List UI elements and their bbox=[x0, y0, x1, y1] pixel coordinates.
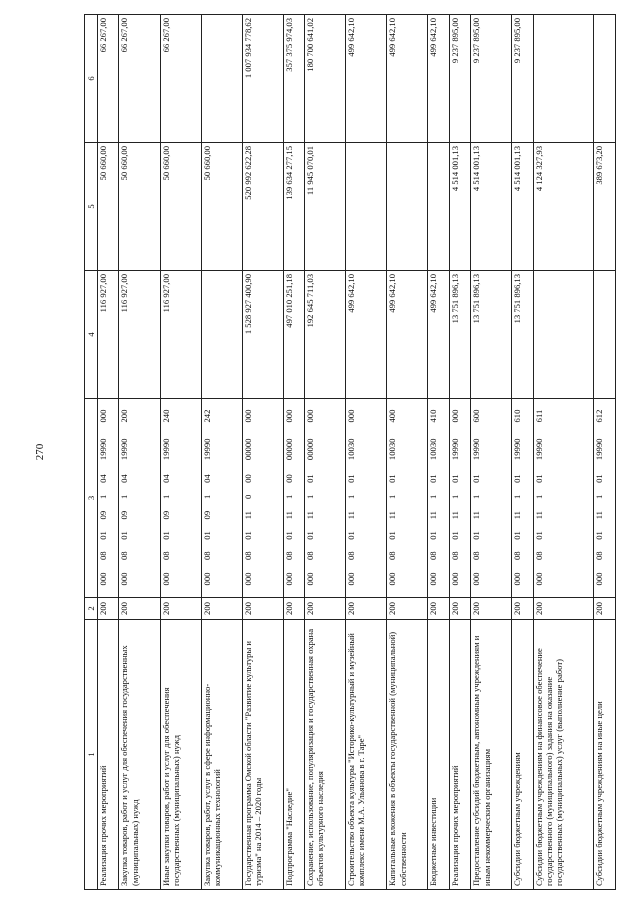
code-segment: 01 bbox=[428, 474, 439, 483]
row-col2: 200 bbox=[98, 598, 119, 620]
row-col2: 200 bbox=[533, 598, 594, 620]
code-segment: 01 bbox=[449, 474, 460, 483]
row-amount-c6: 499 642,10 bbox=[387, 15, 428, 143]
code-segment: 400 bbox=[387, 409, 398, 423]
code-segment: 19990 bbox=[512, 438, 523, 461]
row-amount-c5: 520 992 622,28 bbox=[242, 143, 283, 271]
row-name: Реализация прочих мероприятий bbox=[98, 620, 119, 890]
code-segment: 08 bbox=[346, 551, 357, 561]
code-segment: 000 bbox=[594, 572, 605, 586]
code-segment: 04 bbox=[160, 474, 171, 483]
column-header: 3 bbox=[85, 399, 98, 598]
code-segment: 01 bbox=[512, 474, 523, 483]
row-classification-code bbox=[449, 399, 470, 598]
code-segment: 01 bbox=[346, 474, 357, 483]
row-classification-code bbox=[428, 399, 449, 598]
code-segment: 00000 bbox=[283, 438, 294, 461]
row-amount-c5: 4 514 001,13 bbox=[449, 143, 470, 271]
row-amount-c5: 50 660,00 bbox=[160, 143, 201, 271]
table-row bbox=[533, 15, 594, 890]
row-amount-c6: 180 700 641,02 bbox=[305, 15, 346, 143]
code-segment: 11 bbox=[346, 511, 357, 520]
code-segment: 1 bbox=[346, 494, 357, 500]
code-segment: 10030 bbox=[387, 438, 398, 461]
code-segment: 01 bbox=[533, 474, 544, 483]
code-segment: 01 bbox=[160, 531, 171, 540]
row-col2: 200 bbox=[471, 598, 512, 620]
row-classification-code bbox=[98, 399, 119, 598]
code-segment: 01 bbox=[305, 474, 316, 483]
code-segment: 000 bbox=[387, 572, 398, 586]
code-segment: 11 bbox=[387, 511, 398, 520]
row-classification-code bbox=[119, 399, 160, 598]
table-row bbox=[387, 15, 428, 890]
budget-table bbox=[84, 14, 616, 890]
code-segment: 01 bbox=[305, 531, 316, 540]
row-amount-c4 bbox=[594, 271, 616, 399]
code-segment: 240 bbox=[160, 409, 171, 423]
code-segment: 08 bbox=[449, 551, 460, 561]
rotated-table-container bbox=[84, 15, 616, 890]
code-segment: 08 bbox=[428, 551, 439, 561]
row-name: Сохранение, использование, популяризация и государственная охрана объектов культурного наследия bbox=[305, 620, 346, 890]
column-header: 2 bbox=[85, 598, 98, 620]
table-row bbox=[512, 15, 533, 890]
row-amount-c5: 4 124 327,93 bbox=[533, 143, 594, 271]
code-segment: 01 bbox=[594, 474, 605, 483]
row-amount-c6: 66 267,00 bbox=[98, 15, 119, 143]
code-segment: 1 bbox=[201, 494, 212, 500]
row-classification-code bbox=[305, 399, 346, 598]
code-segment: 000 bbox=[346, 572, 357, 586]
row-amount-c5 bbox=[387, 143, 428, 271]
code-segment: 11 bbox=[242, 511, 253, 520]
row-amount-c5: 139 634 277,15 bbox=[283, 143, 304, 271]
code-segment: 01 bbox=[533, 531, 544, 540]
row-amount-c4: 192 645 711,03 bbox=[305, 271, 346, 399]
table-row bbox=[594, 15, 616, 890]
code-segment: 19990 bbox=[201, 438, 212, 461]
code-segment: 610 bbox=[512, 409, 523, 423]
row-amount-c4 bbox=[201, 271, 242, 399]
row-amount-c6: 66 267,00 bbox=[160, 15, 201, 143]
row-name: Бюджетные инвестиции bbox=[428, 620, 449, 890]
code-segment: 000 bbox=[98, 572, 108, 586]
code-segment: 000 bbox=[449, 409, 460, 423]
row-classification-code bbox=[594, 399, 616, 598]
code-segment: 01 bbox=[471, 474, 482, 483]
code-segment: 000 bbox=[449, 572, 460, 586]
code-segment: 000 bbox=[201, 572, 212, 586]
row-amount-c6: 9 237 895,00 bbox=[471, 15, 512, 143]
code-segment: 08 bbox=[387, 551, 398, 561]
code-segment: 000 bbox=[305, 572, 316, 586]
row-amount-c4: 13 751 896,13 bbox=[449, 271, 470, 399]
code-segment: 08 bbox=[201, 551, 212, 561]
row-col2: 200 bbox=[283, 598, 304, 620]
code-segment: 01 bbox=[594, 531, 605, 540]
row-col2: 200 bbox=[512, 598, 533, 620]
row-amount-c4: 1 528 927 400,90 bbox=[242, 271, 283, 399]
column-header: 4 bbox=[85, 271, 98, 399]
column-header: 6 bbox=[85, 15, 98, 143]
table-row bbox=[428, 15, 449, 890]
code-segment: 11 bbox=[533, 511, 544, 520]
code-segment: 1 bbox=[471, 494, 482, 500]
header-row bbox=[85, 15, 98, 890]
code-segment: 11 bbox=[512, 511, 523, 520]
row-amount-c6: 499 642,10 bbox=[428, 15, 449, 143]
code-segment: 410 bbox=[428, 409, 439, 423]
row-name: Строительство объекта культуры "Историко-культурный и музейный комплекс имени М.А. Ульянова в г. Таре" bbox=[346, 620, 387, 890]
code-segment: 11 bbox=[305, 511, 316, 520]
code-segment: 01 bbox=[471, 531, 482, 540]
code-segment: 000 bbox=[305, 409, 316, 423]
code-segment: 000 bbox=[283, 572, 294, 586]
code-segment: 000 bbox=[119, 572, 130, 586]
code-segment: 01 bbox=[387, 531, 398, 540]
code-segment: 08 bbox=[512, 551, 523, 561]
row-classification-code bbox=[201, 399, 242, 598]
code-segment: 01 bbox=[428, 531, 439, 540]
row-amount-c4: 499 642,10 bbox=[346, 271, 387, 399]
row-amount-c5: 50 660,00 bbox=[201, 143, 242, 271]
code-segment: 04 bbox=[201, 474, 212, 483]
row-amount-c6: 9 237 895,00 bbox=[449, 15, 470, 143]
row-amount-c6 bbox=[594, 15, 616, 143]
code-segment: 08 bbox=[98, 551, 108, 561]
row-name: Предоставление субсидий бюджетным, автономным учреждениям и иным некоммерческим организациям bbox=[471, 620, 512, 890]
row-amount-c4: 499 642,10 bbox=[387, 271, 428, 399]
code-segment: 09 bbox=[98, 510, 108, 520]
code-segment: 19990 bbox=[533, 438, 544, 461]
row-col2: 200 bbox=[242, 598, 283, 620]
code-segment: 00 bbox=[242, 474, 253, 483]
code-segment: 01 bbox=[283, 531, 294, 540]
row-amount-c4: 497 010 251,18 bbox=[283, 271, 304, 399]
row-amount-c5 bbox=[346, 143, 387, 271]
code-segment: 1 bbox=[428, 494, 439, 500]
code-segment: 200 bbox=[119, 409, 130, 423]
code-segment: 000 bbox=[283, 409, 294, 423]
row-amount-c6: 66 267,00 bbox=[119, 15, 160, 143]
code-segment: 00000 bbox=[305, 438, 316, 461]
row-amount-c4: 116 927,00 bbox=[160, 271, 201, 399]
table-row bbox=[119, 15, 160, 890]
code-segment: 08 bbox=[160, 551, 171, 561]
row-col2: 200 bbox=[119, 598, 160, 620]
row-amount-c5: 389 673,20 bbox=[594, 143, 616, 271]
row-name: Подпрограмма "Наследие" bbox=[283, 620, 304, 890]
row-classification-code bbox=[283, 399, 304, 598]
row-amount-c6: 357 375 974,03 bbox=[283, 15, 304, 143]
row-name: Субсидии бюджетным учреждениям на финансовое обеспечение государственного (муниципального) задания на оказание государственных (муниципальных) услуг (выполнение работ) bbox=[533, 620, 594, 890]
code-segment: 612 bbox=[594, 409, 605, 423]
code-segment: 000 bbox=[98, 409, 108, 423]
code-segment: 01 bbox=[449, 531, 460, 540]
code-segment: 04 bbox=[119, 474, 130, 483]
code-segment: 10030 bbox=[428, 438, 439, 461]
code-segment: 08 bbox=[471, 551, 482, 561]
row-amount-c5: 11 945 070,01 bbox=[305, 143, 346, 271]
table-row bbox=[346, 15, 387, 890]
row-amount-c5: 50 660,00 bbox=[119, 143, 160, 271]
code-segment: 10030 bbox=[346, 438, 357, 461]
code-segment: 08 bbox=[119, 551, 130, 561]
code-segment: 08 bbox=[283, 551, 294, 561]
code-segment: 11 bbox=[283, 511, 294, 520]
row-col2: 200 bbox=[594, 598, 616, 620]
code-segment: 09 bbox=[160, 510, 171, 520]
table-row bbox=[201, 15, 242, 890]
code-segment: 08 bbox=[305, 551, 316, 561]
table-row bbox=[471, 15, 512, 890]
row-name: Капитальные вложения в объекты государственной (муниципальной) собственности bbox=[387, 620, 428, 890]
row-col2: 200 bbox=[160, 598, 201, 620]
column-header: 5 bbox=[85, 143, 98, 271]
table-row bbox=[98, 15, 119, 890]
row-classification-code bbox=[242, 399, 283, 598]
code-segment: 1 bbox=[283, 494, 294, 500]
code-segment: 01 bbox=[387, 474, 398, 483]
row-col2: 200 bbox=[346, 598, 387, 620]
code-segment: 000 bbox=[242, 409, 253, 423]
row-name: Закупка товаров, работ и услуг для обеспечения государственных (муниципальных) нужд bbox=[119, 620, 160, 890]
table-body bbox=[98, 15, 616, 890]
code-segment: 611 bbox=[533, 409, 544, 423]
code-segment: 1 bbox=[119, 494, 130, 500]
table-row bbox=[160, 15, 201, 890]
code-segment: 000 bbox=[242, 572, 253, 586]
row-amount-c5 bbox=[428, 143, 449, 271]
code-segment: 19990 bbox=[119, 438, 130, 461]
code-segment: 1 bbox=[160, 494, 171, 500]
code-segment: 01 bbox=[119, 531, 130, 540]
row-amount-c6: 499 642,10 bbox=[346, 15, 387, 143]
code-segment: 1 bbox=[449, 494, 460, 500]
row-name: Субсидии бюджетным учреждениям на иные цели bbox=[594, 620, 616, 890]
code-segment: 09 bbox=[119, 510, 130, 520]
code-segment: 1 bbox=[305, 494, 316, 500]
row-amount-c6: 9 237 895,00 bbox=[512, 15, 533, 143]
row-amount-c4: 13 751 896,13 bbox=[512, 271, 533, 399]
row-name: Государственная программа Омской области "Развитие культуры и туризма" на 2014 – 2020 годы bbox=[242, 620, 283, 890]
code-segment: 000 bbox=[533, 572, 544, 586]
code-segment: 1 bbox=[387, 494, 398, 500]
row-classification-code bbox=[533, 399, 594, 598]
row-name: Закупка товаров, работ, услуг в сфере информационно-коммуникационных технологий bbox=[201, 620, 242, 890]
table-row bbox=[283, 15, 304, 890]
code-segment: 00 bbox=[283, 474, 294, 483]
code-segment: 1 bbox=[533, 494, 544, 500]
row-col2: 200 bbox=[428, 598, 449, 620]
code-segment: 11 bbox=[428, 511, 439, 520]
code-segment: 01 bbox=[346, 531, 357, 540]
code-segment: 00000 bbox=[242, 438, 253, 461]
code-segment: 01 bbox=[242, 531, 253, 540]
code-segment: 000 bbox=[160, 572, 171, 586]
code-segment: 08 bbox=[594, 551, 605, 561]
row-amount-c5: 4 514 001,13 bbox=[512, 143, 533, 271]
code-segment: 01 bbox=[98, 531, 108, 540]
code-segment: 08 bbox=[533, 551, 544, 561]
code-segment: 000 bbox=[471, 572, 482, 586]
code-segment: 19990 bbox=[160, 438, 171, 461]
column-header: 1 bbox=[85, 620, 98, 890]
row-name: Реализация прочих мероприятий bbox=[449, 620, 470, 890]
code-segment: 0 bbox=[242, 494, 253, 500]
code-segment: 01 bbox=[201, 531, 212, 540]
row-col2: 200 bbox=[201, 598, 242, 620]
row-amount-c4: 116 927,00 bbox=[119, 271, 160, 399]
code-segment: 11 bbox=[449, 511, 460, 520]
code-segment: 19990 bbox=[98, 438, 108, 461]
code-segment: 11 bbox=[594, 511, 605, 520]
code-segment: 04 bbox=[98, 474, 108, 483]
code-segment: 000 bbox=[512, 572, 523, 586]
row-amount-c5: 4 514 001,13 bbox=[471, 143, 512, 271]
code-segment: 11 bbox=[471, 511, 482, 520]
table-row bbox=[449, 15, 470, 890]
row-classification-code bbox=[160, 399, 201, 598]
row-amount-c4 bbox=[533, 271, 594, 399]
row-col2: 200 bbox=[305, 598, 346, 620]
code-segment: 600 bbox=[471, 409, 482, 423]
code-segment: 000 bbox=[428, 572, 439, 586]
code-segment: 1 bbox=[594, 494, 605, 500]
code-segment: 08 bbox=[242, 551, 253, 561]
code-segment: 01 bbox=[512, 531, 523, 540]
row-col2: 200 bbox=[449, 598, 470, 620]
code-segment: 19990 bbox=[449, 438, 460, 461]
code-segment: 1 bbox=[98, 494, 108, 500]
row-amount-c4: 116 927,00 bbox=[98, 271, 119, 399]
row-amount-c6 bbox=[533, 15, 594, 143]
code-segment: 242 bbox=[201, 409, 212, 423]
row-amount-c4: 13 751 896,13 bbox=[471, 271, 512, 399]
row-classification-code bbox=[512, 399, 533, 598]
code-segment: 1 bbox=[512, 494, 523, 500]
row-amount-c5: 50 660,00 bbox=[98, 143, 119, 271]
code-segment: 19990 bbox=[594, 438, 605, 461]
table-row bbox=[305, 15, 346, 890]
row-col2: 200 bbox=[387, 598, 428, 620]
table-row bbox=[242, 15, 283, 890]
code-segment: 000 bbox=[346, 409, 357, 423]
row-classification-code bbox=[471, 399, 512, 598]
code-segment: 09 bbox=[201, 510, 212, 520]
row-amount-c4: 499 642,10 bbox=[428, 271, 449, 399]
row-amount-c6 bbox=[201, 15, 242, 143]
row-name: Иные закупки товаров, работ и услуг для обеспечения государственных (муниципальных) нужд bbox=[160, 620, 201, 890]
row-classification-code bbox=[346, 399, 387, 598]
code-segment: 19990 bbox=[471, 438, 482, 461]
row-classification-code bbox=[387, 399, 428, 598]
row-name: Субсидии бюджетным учреждениям bbox=[512, 620, 533, 890]
row-amount-c6: 1 007 934 778,62 bbox=[242, 15, 283, 143]
page-number: 270 bbox=[34, 443, 46, 461]
